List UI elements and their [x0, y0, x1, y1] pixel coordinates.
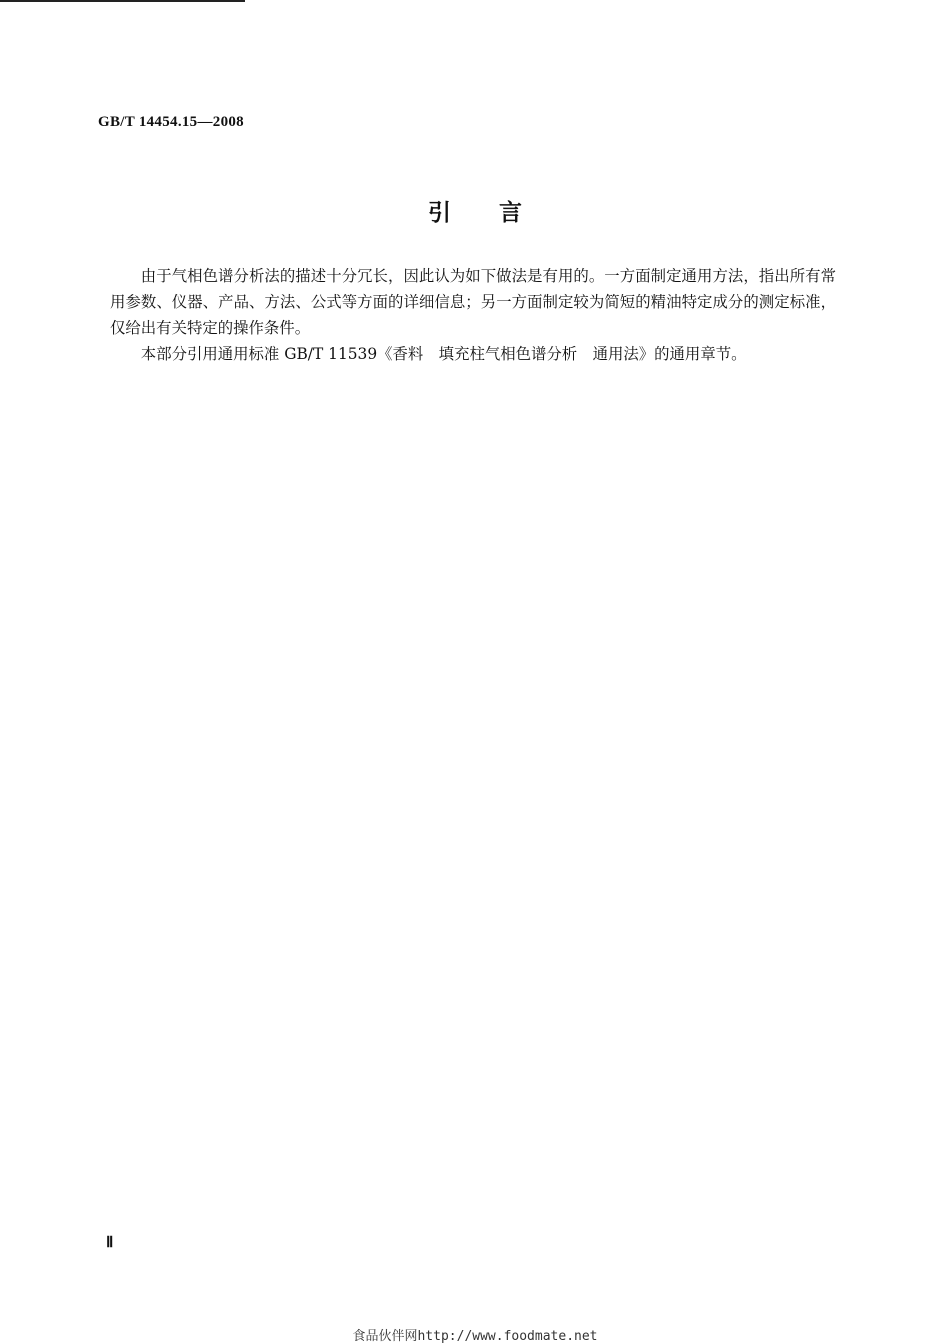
scan-edge-line — [0, 0, 245, 2]
page-title: 引言 — [428, 200, 570, 226]
watermark-text: 食品伙伴网http://www.foodmate.net — [352, 1329, 598, 1344]
page-number: Ⅱ — [106, 1235, 114, 1251]
standard-code: GB/T 14454.15—2008 — [98, 114, 244, 130]
body-text — [110, 263, 836, 367]
paragraph: 由于气相色谱分析法的描述十分冗长，因此认为如下做法是有用的。一方面制定通用方法，指出所有常用参数、仪器、产品、方法、公式等方面的详细信息；另一方面制定较为简短的精油特定成分的测定标准，仅给出有关特定的操作条件。 — [110, 267, 836, 337]
paragraph: 本部分引用通用标准 GB/T 11539《香料 填充柱气相色谱分析 通用法》的通用章节。 — [140, 345, 747, 363]
